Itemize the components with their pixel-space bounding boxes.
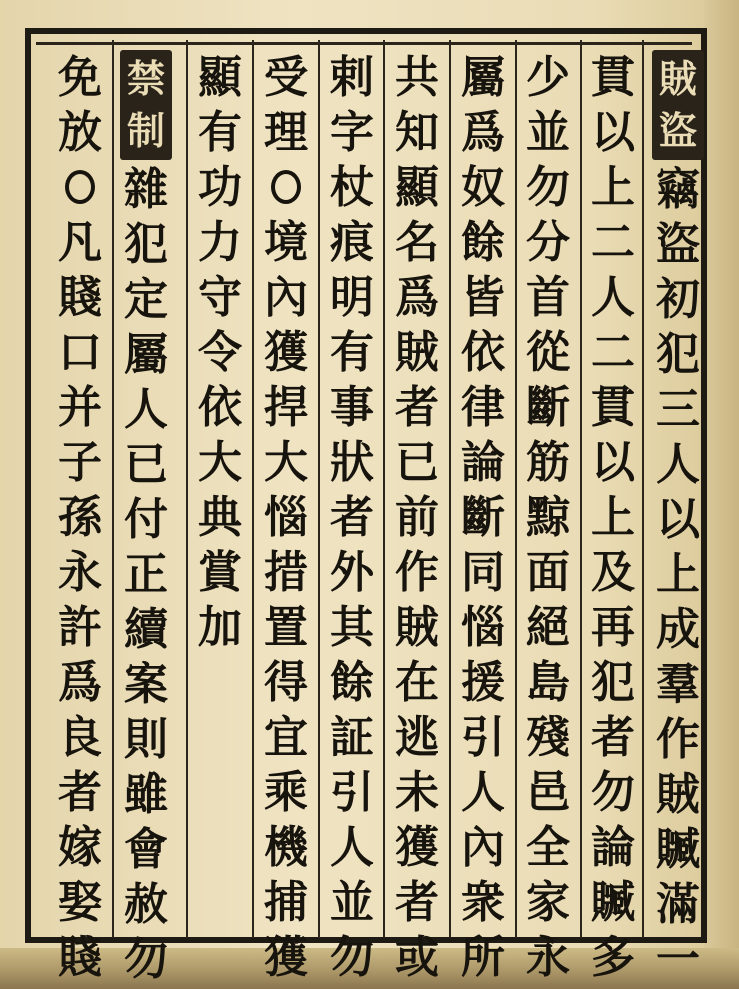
text-column-5 bbox=[391, 50, 443, 985]
section-break-circle bbox=[271, 170, 301, 204]
text-column-9 bbox=[120, 50, 172, 987]
column-divider bbox=[252, 40, 254, 938]
column-text: 竊 盜 初 犯 三 人 以 上 成 羣 作 賊 贓 滿 一 bbox=[656, 164, 700, 985]
column-divider bbox=[112, 40, 114, 938]
column-text: 共 知 顯 名 爲 賊 者 已 前 作 賊 在 逃 未 獲 者 或 bbox=[395, 52, 439, 983]
section-break-circle bbox=[65, 170, 95, 204]
text-column-6 bbox=[326, 50, 378, 985]
text-column-8 bbox=[194, 50, 246, 655]
frame-inner-rule bbox=[36, 42, 692, 45]
column-text: 受 理 境 內 獲 捍 大 惱 措 置 得 宜 乘 機 捕 獲 bbox=[264, 52, 308, 983]
column-text: 剌 字 杖 痕 明 有 事 狀 者 外 其 餘 証 引 人 並 勿 bbox=[330, 52, 374, 983]
column-divider bbox=[186, 40, 188, 938]
column-divider bbox=[515, 40, 517, 938]
column-text: 免 放 凡 賤 口 并 子 孫 永 許 爲 良 者 嫁 娶 賤 bbox=[58, 52, 102, 983]
section-heading-label: 禁 制 bbox=[120, 50, 172, 160]
column-text: 顯 有 功 力 守 令 依 大 典 賞 加 bbox=[198, 52, 242, 653]
column-text: 雜 犯 定 屬 人 已 付 正 續 案 則 雖 會 赦 勿 bbox=[124, 164, 168, 985]
column-divider bbox=[318, 40, 320, 938]
column-text: 屬 爲 奴 餘 皆 依 律 論 斷 同 惱 援 引 人 內 衆 所 bbox=[461, 52, 505, 983]
text-column-1 bbox=[652, 50, 704, 987]
column-divider bbox=[642, 40, 644, 938]
text-column-3 bbox=[522, 50, 574, 985]
column-divider bbox=[449, 40, 451, 938]
adjacent-page-edge bbox=[704, 0, 739, 948]
text-column-4 bbox=[457, 50, 509, 985]
column-text: 少 並 勿 分 首 從 斷 筋 黥 面 絕 島 殘 邑 全 家 永 bbox=[526, 52, 570, 983]
text-column-10 bbox=[54, 50, 106, 985]
text-column-2 bbox=[587, 50, 639, 985]
section-heading-label: 賊 盜 bbox=[652, 50, 704, 160]
text-column-7 bbox=[260, 50, 312, 985]
column-divider bbox=[580, 40, 582, 938]
column-divider bbox=[383, 40, 385, 938]
column-text: 貫 以 上 二 人 二 貫 以 上 及 再 犯 者 勿 論 贓 多 bbox=[591, 52, 635, 983]
